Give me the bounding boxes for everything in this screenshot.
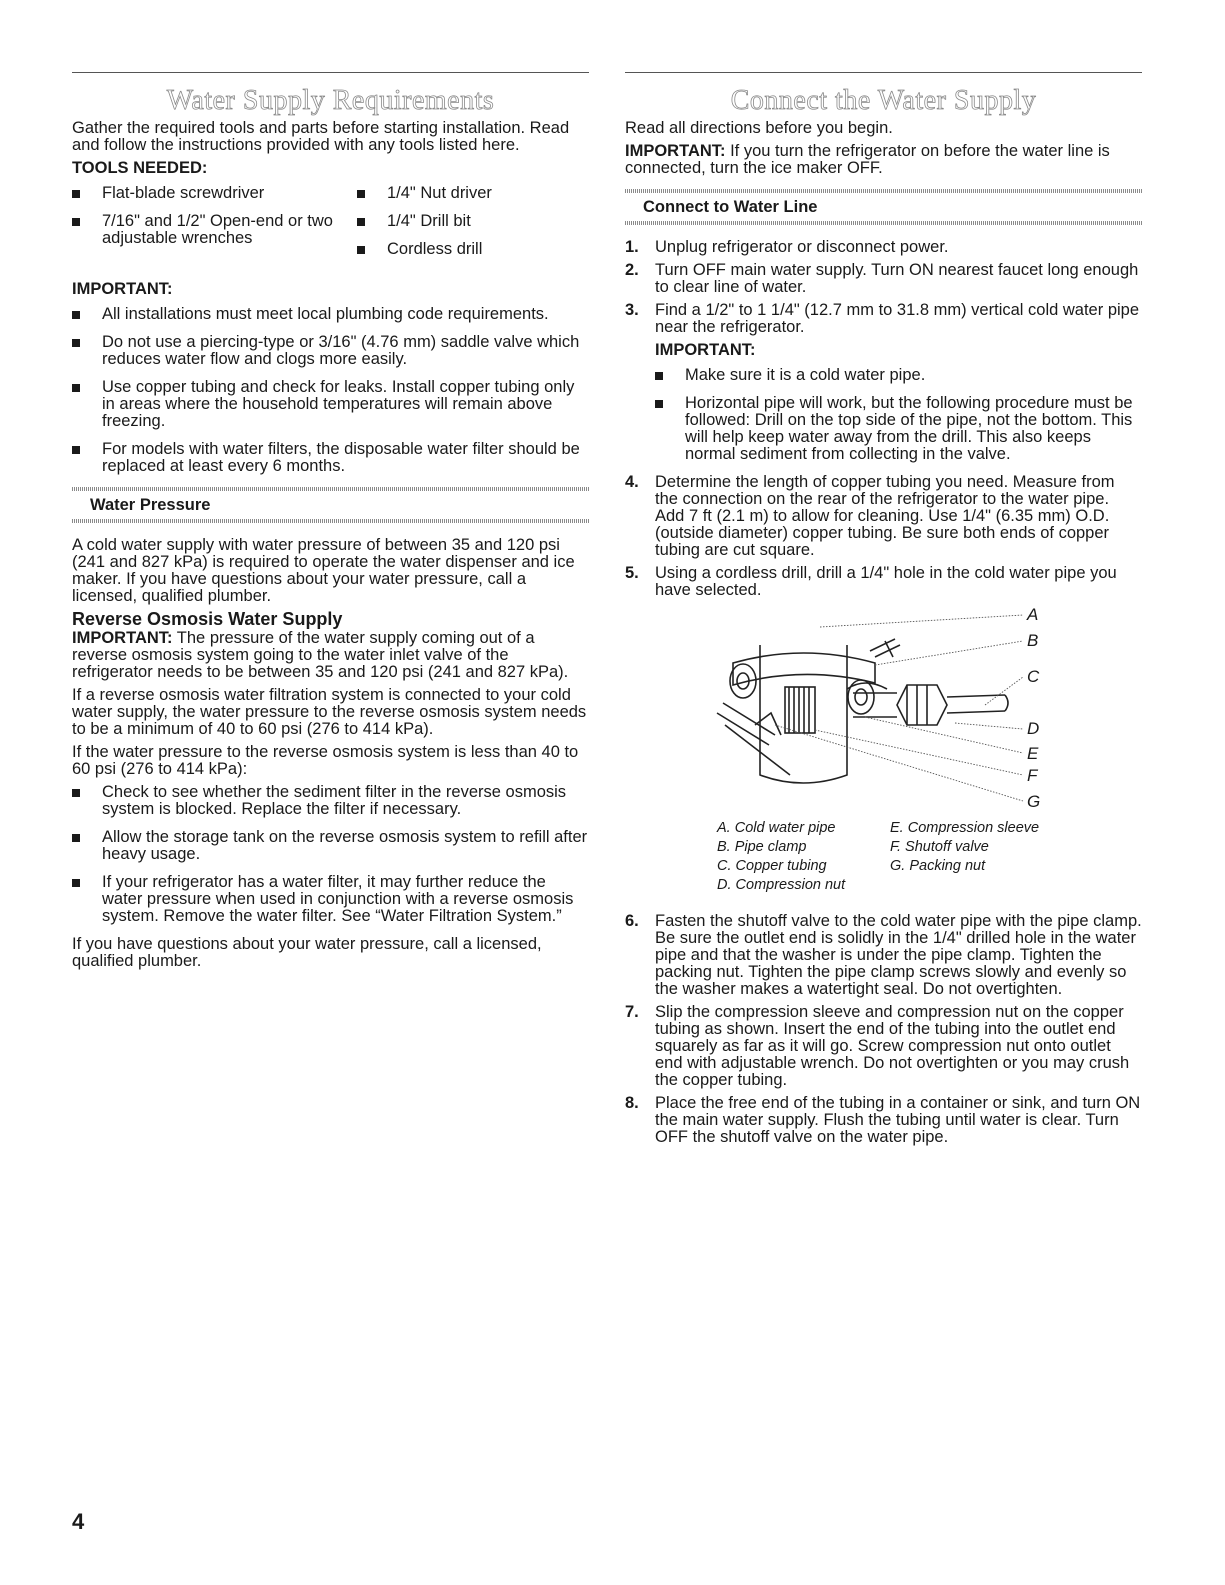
figure-label: G xyxy=(1027,792,1041,811)
figure-label: F xyxy=(1027,766,1038,785)
caption-column xyxy=(717,819,845,895)
step-item xyxy=(625,1004,1142,1089)
steps-list xyxy=(625,913,1142,1146)
list-item: Use copper tubing and check for leaks. Install copper tubing only in areas where the household temperatures will remain above freezing. xyxy=(72,379,589,430)
step-item xyxy=(625,1095,1142,1146)
important-label: IMPORTANT: xyxy=(625,142,726,160)
important-paragraph xyxy=(625,143,1142,177)
step-number: 8. xyxy=(625,1094,639,1112)
important-heading: IMPORTANT: xyxy=(655,341,756,359)
figure-label: D xyxy=(1027,719,1040,738)
step-text: Slip the compression sleeve and compression nut on the copper tubing as shown. Insert the end of the tubing into the outlet end squarely as far as it will go. Screw compression nut onto outlet end with adjustable wrench. Do not overtighten or you may crush the copper tubing. xyxy=(655,1003,1130,1089)
step-item xyxy=(625,262,1142,296)
ro-heading: Reverse Osmosis Water Supply xyxy=(72,609,343,629)
section-rule xyxy=(625,72,1142,73)
right-column xyxy=(625,72,1142,1152)
tools-column xyxy=(72,185,357,269)
figure-label: B xyxy=(1027,631,1039,650)
caption-item: E. Compression sleeve xyxy=(890,820,1040,836)
step-number: 4. xyxy=(625,473,639,491)
caption-item: F. Shutoff valve xyxy=(890,839,989,855)
left-column xyxy=(72,72,589,976)
list-item: Allow the storage tank on the reverse osmosis system to refill after heavy usage. xyxy=(72,829,589,863)
step-number: 5. xyxy=(625,564,639,582)
list-item: 1/4" Drill bit xyxy=(357,213,587,230)
list-item: Check to see whether the sediment filter in the reverse osmosis system is blocked. Replace the filter if necessary. xyxy=(72,784,589,818)
step-text: Using a cordless drill, drill a 1/4" hole in the cold water pipe you have selected. xyxy=(655,564,1117,599)
intro-paragraph: Read all directions before you begin. xyxy=(625,119,893,137)
list-item: If your refrigerator has a water filter, it may further reduce the water pressure when used in conjunction with a reverse osmosis system. Remove the water filter. See “Water Filtration System.” xyxy=(72,874,589,925)
important-text: The pressure of the water supply coming out of a reverse osmosis system going to the water inlet valve of the refrigerator needs to be between 35 and 120 psi (241 and 827 kPa). xyxy=(72,629,569,681)
important-heading: IMPORTANT: xyxy=(72,280,173,298)
important-label: IMPORTANT: xyxy=(72,629,173,647)
section-rule xyxy=(72,72,589,73)
closing-paragraph: If you have questions about your water pressure, call a licensed, qualified plumber. xyxy=(72,935,542,970)
steps-list xyxy=(625,239,1142,599)
figure-label: C xyxy=(1027,667,1040,686)
list-item: Make sure it is a cold water pipe. xyxy=(655,367,1142,384)
step-text: Determine the length of copper tubing you need. Measure from the connection on the rear of the refrigerator to the water pipe. Add 7 ft (2.1 m) to allow for cleaning. Use 1/4" (6.35 mm) O.D. (outside diameter) copper tubing. Be sure both ends of copper tubing are cut square. xyxy=(655,473,1115,559)
step-text: Turn OFF main water supply. Turn ON nearest faucet long enough to clear line of water. xyxy=(655,261,1139,296)
valve-illustration xyxy=(625,605,1142,905)
page-number: 4 xyxy=(72,1509,85,1534)
caption-column xyxy=(890,819,1039,876)
important-list xyxy=(72,306,589,475)
caption-item: D. Compression nut xyxy=(717,877,846,893)
step-text: Unplug refrigerator or disconnect power. xyxy=(655,238,949,256)
caption-item: A. Cold water pipe xyxy=(717,820,836,836)
list-item: Cordless drill xyxy=(357,241,587,258)
water-pressure-heading: Water Pressure xyxy=(72,487,589,523)
list-item: For models with water filters, the disposable water filter should be replaced at least every 6 months. xyxy=(72,441,589,475)
ro-list xyxy=(72,784,589,925)
section-title: Water Supply Requirements xyxy=(166,85,495,116)
step-number: 6. xyxy=(625,912,639,930)
list-item: Horizontal pipe will work, but the following procedure must be followed: Drill on the top side of the pipe, not the bottom. This will help keep water away from the drill. This also keeps normal sediment from collecting in the valve. xyxy=(655,395,1142,463)
step-item xyxy=(625,239,1142,256)
list-item: 7/16" and 1/2" Open-end or two adjustable wrenches xyxy=(72,213,357,247)
important-text: If you turn the refrigerator on before the water line is connected, turn the ice maker OFF. xyxy=(625,142,1110,177)
caption-item: G. Packing nut xyxy=(890,858,986,874)
step-item xyxy=(625,302,1142,463)
important-list xyxy=(655,367,1142,463)
step-number: 1. xyxy=(625,238,639,256)
step-item xyxy=(625,565,1142,599)
ro-important-paragraph xyxy=(72,630,589,681)
shutoff-valve-diagram xyxy=(625,605,1142,905)
list-item: 1/4" Nut driver xyxy=(357,185,587,202)
step-item xyxy=(625,913,1142,998)
step-text: Fasten the shutoff valve to the cold water pipe with the pipe clamp. Be sure the outlet end is solidly in the 1/4" drilled hole in the water pipe and that the washer is under the pipe clamp. Tighten the packing nut. Tighten the pipe clamp screws slowly and evenly so the washer makes a watertight seal. Do not overtighten. xyxy=(655,912,1142,998)
figure-label: E xyxy=(1027,744,1039,763)
step-text: Place the free end of the tubing in a container or sink, and turn ON the main water supply. Flush the tubing until water is clear. Turn OFF the shutoff valve on the water pipe. xyxy=(655,1094,1141,1146)
ro-paragraph: If a reverse osmosis water filtration system is connected to your cold water supply, the water pressure to the reverse osmosis system needs to be a minimum of 40 to 60 psi (276 to 414 kPa). xyxy=(72,686,587,738)
step-number: 7. xyxy=(625,1003,639,1021)
list-item: Do not use a piercing-type or 3/16" (4.76 mm) saddle valve which reduces water flow and clogs more easily. xyxy=(72,334,589,368)
intro-paragraph: Gather the required tools and parts before starting installation. Read and follow the instructions provided with any tools listed here. xyxy=(72,119,570,154)
ro-paragraph: If the water pressure to the reverse osmosis system is less than 40 to 60 psi (276 to 414 kPa): xyxy=(72,743,579,778)
step-text: Find a 1/2" to 1 1/4" (12.7 mm to 31.8 mm) vertical cold water pipe near the refrigerator. xyxy=(655,301,1140,336)
list-item: Flat-blade screwdriver xyxy=(72,185,357,202)
caption-item: C. Copper tubing xyxy=(717,858,827,874)
step-item xyxy=(625,474,1142,559)
pressure-paragraph: A cold water supply with water pressure of between 35 and 120 psi (241 and 827 kPa) is required to operate the water dispenser and ice maker. If you have questions about your water pressure, call a licensed, qualified plumber. xyxy=(72,536,575,605)
step-number: 3. xyxy=(625,301,639,319)
caption-item: B. Pipe clamp xyxy=(717,839,807,855)
step-number: 2. xyxy=(625,261,639,279)
list-item: All installations must meet local plumbing code requirements. xyxy=(72,306,589,323)
tools-column xyxy=(357,185,587,269)
figure-label: A xyxy=(1027,605,1039,624)
connect-heading: Connect to Water Line xyxy=(625,189,1142,225)
section-title: Connect the Water Supply xyxy=(730,85,1037,116)
tools-heading: TOOLS NEEDED: xyxy=(72,159,208,177)
tools-list xyxy=(72,185,589,275)
